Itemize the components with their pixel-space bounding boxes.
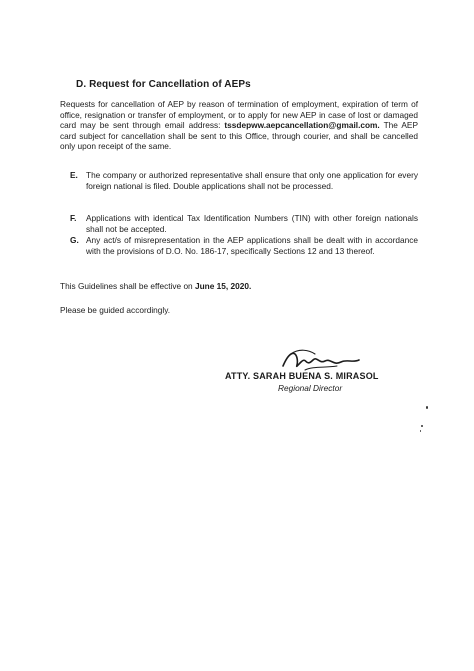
item-text: The company or authorized representative shall ensure that only one application for every foreign national is filed. Double applications shall not be processed. xyxy=(86,170,418,191)
cancellation-requests-paragraph xyxy=(60,99,418,152)
effective-date: June 15, 2020. xyxy=(194,281,252,291)
effectivity-paragraph xyxy=(60,281,418,292)
section-heading: D. Request for Cancellation of AEPs xyxy=(76,79,251,90)
requests-text-before: Requests for cancellation of AEP by reason of termination of employment, expiration of term of office, resignation or transfer of employment, or to apply for new AEP in case of lost or damaged card may be sent through email address: xyxy=(60,99,418,131)
list-item xyxy=(70,213,418,234)
signatory-name: ATTY. SARAH BUENA S. MIRASOL xyxy=(225,371,379,381)
cancellation-email: tssdepww.aepcancellation@gmail.com. xyxy=(224,120,380,131)
item-text: Any act/s of misrepresentation in the AEP applications shall be dealt with in accordance with the provisions of D.O. No. 186-17, specifically Sections 12 and 13 thereof. xyxy=(86,235,418,256)
list-item xyxy=(70,235,418,256)
scan-speck xyxy=(420,430,421,432)
effective-text-before: This Guidelines shall be effective on xyxy=(60,281,195,291)
handwritten-signature-icon xyxy=(275,344,365,374)
scan-speck xyxy=(421,425,423,427)
closing-line: Please be guided accordingly. xyxy=(60,305,171,315)
requests-text-after: The AEP card subject for cancellation shall be sent to this Office, through courier, and shall be cancelled only upon receipt of the same. xyxy=(60,120,418,152)
item-letter: E. xyxy=(70,170,78,180)
item-letter: G. xyxy=(70,235,79,245)
signatory-title: Regional Director xyxy=(278,383,343,393)
scan-speck xyxy=(426,406,428,409)
signature-block xyxy=(215,344,425,400)
list-item xyxy=(70,170,418,191)
item-letter: F. xyxy=(70,213,77,223)
item-text: Applications with identical Tax Identification Numbers (TIN) with other foreign nationals shall not be accepted. xyxy=(86,213,418,234)
